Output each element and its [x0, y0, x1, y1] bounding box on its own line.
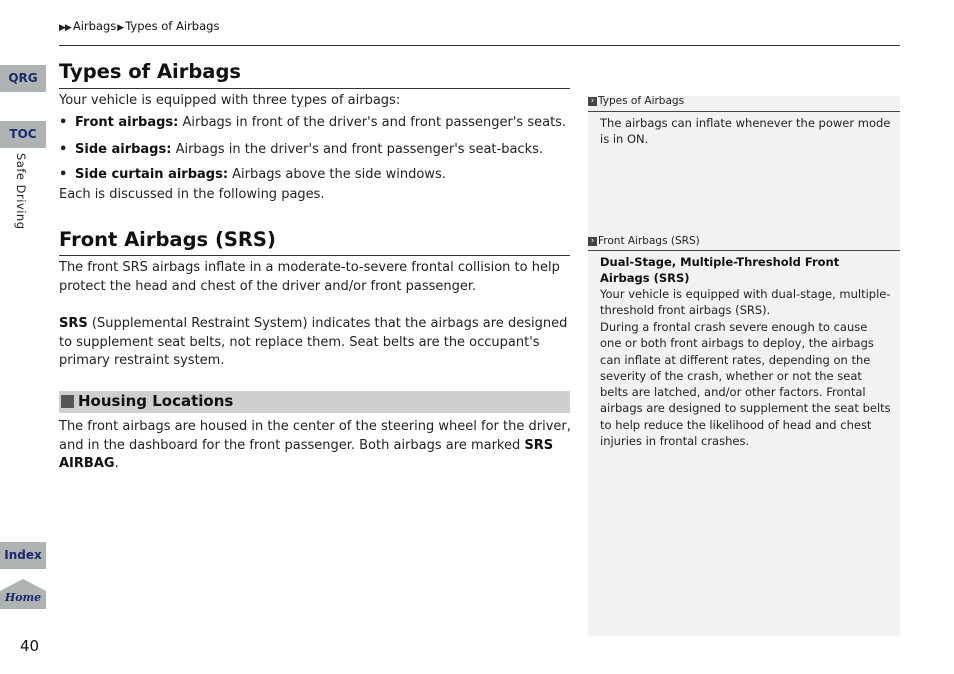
- types-title-rule: [59, 88, 570, 89]
- note-front-rule: [588, 250, 900, 251]
- bullet-side-curtain-airbags: • Side curtain airbags: Airbags above the side windows.: [59, 167, 446, 182]
- srs-text: (Supplemental Restraint System) indicates that the airbags are designed to supplement seat belts, not replace them. Seat belts are the occupant's primary restraint system.: [59, 316, 568, 368]
- srs-term: SRS: [59, 316, 88, 331]
- note-types-rule: [588, 111, 900, 112]
- page-number: 40: [20, 637, 40, 655]
- srs-airbag-term: SRS AIRBAG: [59, 437, 554, 471]
- bullet-term: Side airbags:: [75, 142, 172, 157]
- housing-text: The front airbags are housed in the center of the steering wheel for the driver, and in the dashboard for the front passenger. Both airbags are marked: [59, 419, 571, 453]
- housing-section-header: [59, 391, 570, 413]
- home-label: Home: [4, 591, 42, 604]
- section-square-icon: [61, 395, 74, 408]
- toc-tab[interactable]: TOC: [0, 121, 46, 148]
- note-front-p2: During a frontal crash severe enough to cause one or both front airbags to deploy, the airbags can inflate at different rates, depending on the severity of the crash, whether or not the seat belts are latched, and/or other factors. Frontal airbags are designed to supplement the seat belts to help reduce the likelihood of head and chest injuries in frontal crashes.: [600, 320, 891, 449]
- bullet-text: Airbags above the side windows.: [228, 167, 446, 182]
- front-paragraph-1: The front SRS airbags inflate in a moderate-to-severe frontal collision to help protect the head and chest of the driver and/or front passenger.: [59, 260, 560, 294]
- types-intro: Your vehicle is equipped with three types of airbags:: [59, 93, 401, 108]
- note-front-heading: Dual-Stage, Multiple-Threshold Front Airbags (SRS): [600, 255, 840, 286]
- note-front-header: [588, 235, 700, 247]
- bullet-text: Airbags in the driver's and front passenger's seat-backs.: [171, 142, 544, 157]
- bullet-text: Airbags in front of the driver's and front passenger's seats.: [178, 115, 567, 130]
- note-front-p1: Your vehicle is equipped with dual-stage, multiple-threshold front airbags (SRS).: [600, 287, 891, 318]
- home-button[interactable]: [0, 579, 46, 609]
- breadcrumb-arrows-icon: ▶▶: [59, 23, 71, 33]
- note-front-title: Front Airbags (SRS): [598, 235, 700, 247]
- header-divider: [59, 45, 900, 46]
- front-paragraph-2: [59, 315, 571, 371]
- housing-title: Housing Locations: [78, 392, 234, 410]
- note-icon: ›: [588, 97, 597, 106]
- breadcrumb: [59, 19, 219, 33]
- index-tab[interactable]: Index: [0, 542, 46, 569]
- bullet-side-airbags: • Side airbags: Airbags in the driver's and front passenger's seat-backs.: [59, 142, 544, 157]
- note-types-text: The airbags can inflate whenever the power mode is in ON.: [600, 116, 891, 147]
- types-outro: Each is discussed in the following pages.: [59, 187, 325, 202]
- qrg-tab[interactable]: QRG: [0, 65, 46, 92]
- breadcrumb-item-types[interactable]: Types of Airbags: [125, 19, 220, 33]
- bullet-front-airbags: • Front airbags: Airbags in front of the driver's and front passenger's seats.: [59, 115, 567, 130]
- front-title-rule: [59, 255, 570, 256]
- note-icon: ›: [588, 237, 597, 246]
- housing-paragraph: [59, 418, 571, 474]
- breadcrumb-item-airbags[interactable]: Airbags: [72, 19, 117, 33]
- note-types-header: [588, 95, 684, 107]
- chapter-label: Safe Driving: [14, 153, 28, 230]
- types-title: Types of Airbags: [59, 60, 242, 83]
- breadcrumb-arrow-icon: ▶: [117, 23, 125, 33]
- housing-end: .: [114, 456, 119, 471]
- bullet-term: Side curtain airbags:: [75, 167, 229, 182]
- front-title: Front Airbags (SRS): [59, 228, 276, 251]
- note-types-title: Types of Airbags: [598, 95, 685, 107]
- bullet-term: Front airbags:: [75, 115, 179, 130]
